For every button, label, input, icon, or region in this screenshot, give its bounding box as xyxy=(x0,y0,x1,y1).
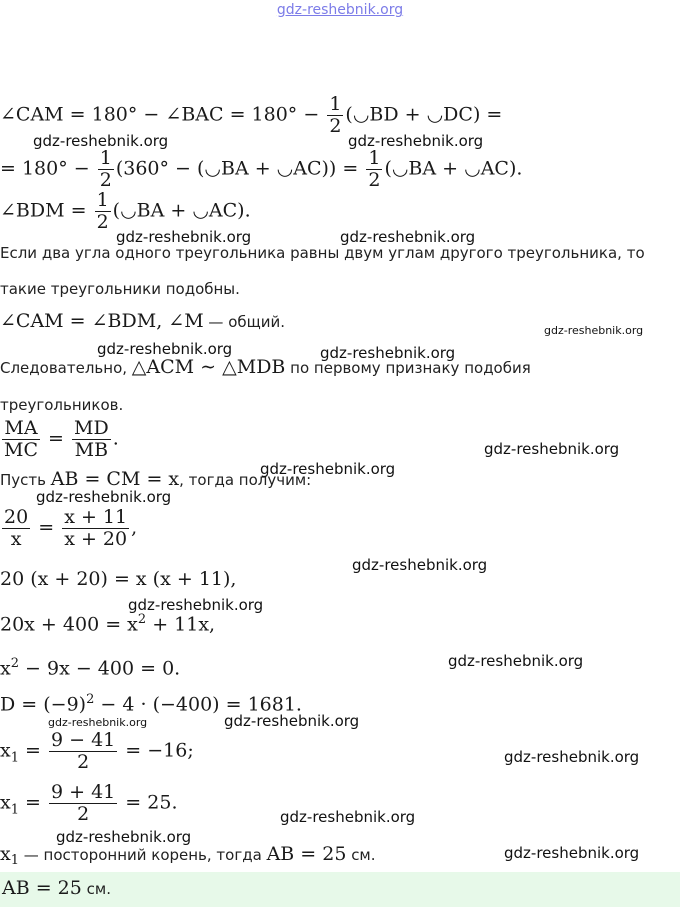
fraction xyxy=(72,418,111,461)
eq-part: − 9x − 400 = 0. xyxy=(19,657,181,680)
superscript: 2 xyxy=(137,612,147,627)
equation-line-15 xyxy=(0,843,376,868)
text-part: , тогда получим: xyxy=(179,471,312,489)
answer-box xyxy=(0,872,680,907)
text-line-3: треугольников. xyxy=(0,396,124,414)
eq-part: ∠BDM = xyxy=(0,199,93,222)
equation-line-13 xyxy=(0,730,194,773)
superscript: 2 xyxy=(86,692,95,707)
fraction-numerator: 1 xyxy=(96,189,109,211)
subscript: 1 xyxy=(10,802,19,818)
equation-line-3 xyxy=(0,190,251,233)
watermark: gdz-reshebnik.org xyxy=(36,488,172,506)
eq-part: x xyxy=(0,791,11,814)
equation-line-4 xyxy=(0,310,285,332)
answer-math: AB = 25 xyxy=(2,877,82,899)
watermark: gdz-reshebnik.org xyxy=(320,344,456,362)
eq-part: = xyxy=(19,739,47,762)
watermark: gdz-reshebnik.org xyxy=(340,228,476,246)
fraction-denominator: 2 xyxy=(99,169,112,191)
eq-part: = 25. xyxy=(119,791,178,814)
equation-line-8 xyxy=(0,507,137,550)
watermark: gdz-reshebnik.org xyxy=(352,556,488,574)
fraction xyxy=(327,94,343,137)
text-part: см. xyxy=(346,846,376,864)
fraction-numerator: 1 xyxy=(99,147,112,169)
fraction-numerator: 9 + 41 xyxy=(51,781,116,803)
eq-part: x xyxy=(0,657,11,680)
answer-content xyxy=(2,877,111,899)
text-part: — посторонний корень, тогда xyxy=(19,846,267,864)
text-part: — общий. xyxy=(203,313,286,331)
eq-part: = xyxy=(42,427,70,450)
text-part: Следовательно, xyxy=(0,359,132,377)
site-link-header[interactable]: gdz-reshebnik.org xyxy=(276,2,404,18)
equation-line-14 xyxy=(0,782,177,825)
text-line-1: Если два угла одного треугольника равны двум углам другого треугольника, то xyxy=(0,244,645,262)
watermark: gdz-reshebnik.org xyxy=(33,132,169,150)
eq-part: = xyxy=(32,516,61,539)
text-line-2: такие треугольники подобны. xyxy=(0,280,240,298)
equation-line-10 xyxy=(0,612,215,635)
equation-line-1 xyxy=(0,94,502,137)
watermark: gdz-reshebnik.org xyxy=(97,340,233,358)
watermark: gdz-reshebnik.org xyxy=(544,324,644,337)
watermark: gdz-reshebnik.org xyxy=(116,228,252,246)
fraction-denominator: x xyxy=(10,528,22,550)
watermark: gdz-reshebnik.org xyxy=(348,132,484,150)
fraction-numerator: 9 − 41 xyxy=(51,729,116,751)
fraction xyxy=(95,190,111,233)
fraction-denominator: 2 xyxy=(329,115,342,137)
fraction xyxy=(2,418,40,461)
eq-part: AB = CM = x xyxy=(50,468,180,490)
fraction-denominator: MB xyxy=(74,439,109,461)
equation-line-11 xyxy=(0,656,180,679)
eq-part: + 11x, xyxy=(146,613,216,636)
fraction-denominator: x + 20 xyxy=(64,528,128,550)
watermark: gdz-reshebnik.org xyxy=(504,748,640,766)
fraction-numerator: 1 xyxy=(368,147,381,169)
fraction-denominator: MC xyxy=(4,439,38,461)
eq-part: x xyxy=(0,843,11,865)
eq-part: (◡BD + ◡DC) = xyxy=(345,103,503,126)
equation-line-6 xyxy=(0,418,119,461)
eq-part: = −16; xyxy=(119,739,194,762)
eq-part: − 4 · (−400) = 1681. xyxy=(94,693,302,716)
fraction xyxy=(366,148,382,191)
eq-part: D = (−9) xyxy=(0,693,87,716)
fraction xyxy=(2,507,30,550)
eq-part: ∠CAM = ∠BDM, ∠M xyxy=(0,310,204,332)
subscript: 1 xyxy=(10,853,19,869)
eq-part: AB = 25 xyxy=(266,843,347,865)
eq-part: = xyxy=(19,791,47,814)
text-part: Пусть xyxy=(0,471,51,489)
eq-part: (◡BA + ◡AC). xyxy=(384,157,523,180)
fraction-numerator: MD xyxy=(74,417,109,439)
text-part: по первому признаку подобия xyxy=(285,359,531,377)
watermark: gdz-reshebnik.org xyxy=(224,712,360,730)
fraction-denominator: 2 xyxy=(368,169,381,191)
watermark: gdz-reshebnik.org xyxy=(504,844,640,862)
fraction xyxy=(62,507,129,550)
eq-part: (◡BA + ◡AC). xyxy=(112,199,251,222)
watermark: gdz-reshebnik.org xyxy=(260,460,396,478)
fraction-numerator: 1 xyxy=(329,93,342,115)
eq-part: , xyxy=(131,516,138,539)
equation-line-9: 20 (x + 20) = x (x + 11), xyxy=(0,568,237,590)
eq-part: △ACM ∼ △MDB xyxy=(131,356,286,378)
equation-line-2 xyxy=(0,148,522,191)
eq-part: . xyxy=(112,427,119,450)
eq-part: x xyxy=(0,739,11,762)
fraction xyxy=(98,148,114,191)
eq-part: (360° − (◡BA + ◡AC)) = xyxy=(115,157,365,180)
fraction xyxy=(49,730,117,773)
subscript: 1 xyxy=(10,750,19,766)
eq-part: 20x + 400 = x xyxy=(0,613,138,636)
watermark: gdz-reshebnik.org xyxy=(484,440,620,458)
watermark: gdz-reshebnik.org xyxy=(48,716,148,729)
fraction-denominator: 2 xyxy=(77,803,90,825)
fraction-denominator: 2 xyxy=(96,211,109,233)
fraction-numerator: 20 xyxy=(4,506,29,528)
watermark: gdz-reshebnik.org xyxy=(56,828,192,846)
fraction-numerator: MA xyxy=(2,418,40,440)
eq-part: ∠CAM = 180° − ∠BAC = 180° − xyxy=(0,103,326,126)
fraction xyxy=(49,782,117,825)
watermark: gdz-reshebnik.org xyxy=(280,808,416,826)
answer-text: см. xyxy=(81,880,111,898)
fraction-numerator: x + 11 xyxy=(64,506,128,528)
eq-part: = 180° − xyxy=(0,157,96,180)
watermark: gdz-reshebnik.org xyxy=(128,596,264,614)
watermark: gdz-reshebnik.org xyxy=(448,652,584,670)
superscript: 2 xyxy=(10,656,19,671)
fraction-denominator: 2 xyxy=(77,751,90,773)
